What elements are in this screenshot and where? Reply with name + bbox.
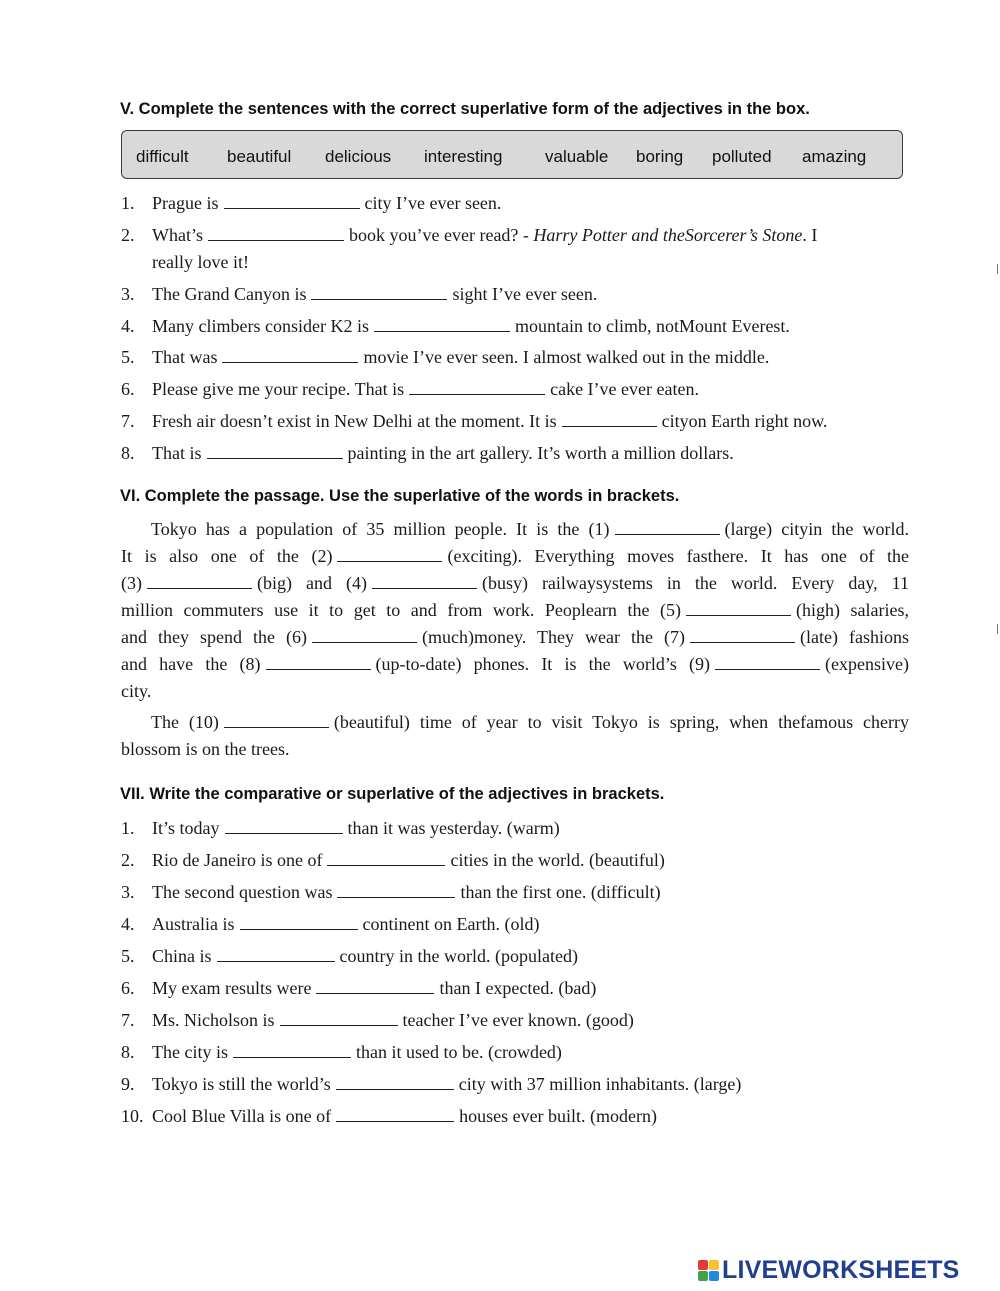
word-box-item: valuable — [545, 147, 609, 166]
answer-blank[interactable] — [224, 194, 360, 209]
answer-blank[interactable] — [207, 444, 343, 459]
exercise-5-item-3: 3. The Grand Canyon is sight I’ve ever seen. — [121, 284, 598, 304]
passage-line: blossom is on the trees. — [121, 739, 290, 759]
logo-square-blue — [709, 1271, 719, 1281]
logo-square-green — [698, 1271, 708, 1281]
passage-line: It is also one of the (2) (exciting). Everything moves fasthere. It has one of the — [121, 546, 909, 566]
section-7-heading: VII. Write the comparative or superlative of the adjectives in brackets. — [120, 785, 665, 803]
exercise-5-item-7: 7. Fresh air doesn’t exist in New Delhi at the moment. It is cityon Earth right now. — [121, 411, 828, 431]
exercise-7-item-3: 3. The second question was than the first one. (difficult) — [121, 882, 661, 902]
exercise-7-item-4: 4. Australia is continent on Earth. (old) — [121, 914, 540, 934]
passage-line: million commuters use it to get to and from work. Peoplearn the (5) (high) salaries, — [121, 600, 909, 620]
passage-line: Tokyo has a population of 35 million people. It is the (1) (large) cityin the world. — [151, 519, 909, 539]
word-box — [121, 130, 903, 179]
answer-blank[interactable] — [562, 412, 657, 427]
word-box-item: amazing — [802, 147, 867, 166]
passage-line: city. — [121, 681, 152, 701]
exercise-5-item-4: 4. Many climbers consider K2 is mountain to climb, notMount Everest. — [121, 316, 790, 336]
answer-blank[interactable] — [224, 713, 329, 728]
word-box-item: interesting — [424, 147, 503, 166]
answer-blank[interactable] — [372, 574, 477, 589]
word-box-item: delicious — [325, 147, 392, 166]
word-box-item: beautiful — [227, 147, 292, 166]
exercise-7-item-10: 10. Cool Blue Villa is one of houses ever built. (modern) — [121, 1106, 658, 1126]
answer-blank[interactable] — [147, 574, 252, 589]
answer-blank[interactable] — [240, 915, 358, 930]
answer-blank[interactable] — [615, 520, 720, 535]
answer-blank[interactable] — [217, 947, 335, 962]
exercise-5-item-2: 2. What’s book you’ve ever read? - Harry Potter and theSorcerer’s Stone. I — [121, 225, 818, 245]
passage-line: and have the (8) (up-to-date) phones. It is the world’s (9) (expensive) — [121, 654, 909, 674]
passage-line: (3) (big) and (4) (busy) railwaysystems in the world. Every day, 11 — [121, 573, 909, 593]
margin-mark — [997, 624, 998, 634]
answer-blank[interactable] — [409, 380, 545, 395]
exercise-7-item-6: 6. My exam results were than I expected. (bad) — [121, 978, 597, 998]
exercise-7-item-2: 2. Rio de Janeiro is one of cities in the world. (beautiful) — [121, 850, 665, 870]
answer-blank[interactable] — [715, 655, 820, 670]
exercise-7-item-8: 8. The city is than it used to be. (crowded) — [121, 1042, 562, 1062]
logo-grid-icon — [698, 1260, 720, 1282]
logo-text: LIVEWORKSHEETS — [722, 1256, 960, 1284]
answer-blank[interactable] — [327, 851, 445, 866]
passage-line: The (10) (beautiful) time of year to visit Tokyo is spring, when thefamous cherry — [151, 712, 909, 732]
answer-blank[interactable] — [225, 819, 343, 834]
passage — [121, 516, 909, 763]
exercise-5-item-1: 1. Prague is city I’ve ever seen. — [121, 193, 502, 213]
answer-blank[interactable] — [312, 628, 417, 643]
logo-square-red — [698, 1260, 708, 1270]
exercise-7-item-5: 5. China is country in the world. (populated) — [121, 946, 578, 966]
exercise-5-item-6: 6. Please give me your recipe. That is cake I’ve ever eaten. — [121, 379, 699, 399]
exercise-7-item-1: 1. It’s today than it was yesterday. (warm) — [121, 818, 560, 838]
answer-blank[interactable] — [336, 1075, 454, 1090]
answer-blank[interactable] — [337, 883, 455, 898]
logo-square-yellow — [709, 1260, 719, 1270]
answer-blank[interactable] — [690, 628, 795, 643]
answer-blank[interactable] — [266, 655, 371, 670]
exercise-5-item-2-continued: really love it! — [152, 252, 249, 272]
exercise-5-item-5: 5. That was movie I’ve ever seen. I almost walked out in the middle. — [121, 347, 770, 367]
answer-blank[interactable] — [336, 1107, 454, 1122]
section-5-heading: V. Complete the sentences with the correct superlative form of the adjectives in the box. — [120, 100, 810, 118]
answer-blank[interactable] — [686, 601, 791, 616]
exercise-7-item-7: 7. Ms. Nicholson is teacher I’ve ever known. (good) — [121, 1010, 634, 1030]
answer-blank[interactable] — [280, 1011, 398, 1026]
exercise-5-item-8: 8. That is painting in the art gallery. It’s worth a million dollars. — [121, 443, 734, 463]
answer-blank[interactable] — [316, 979, 434, 994]
answer-blank[interactable] — [222, 348, 358, 363]
answer-blank[interactable] — [374, 317, 510, 332]
word-box-item: polluted — [712, 147, 772, 166]
answer-blank[interactable] — [208, 226, 344, 241]
word-box-item: difficult — [136, 147, 189, 166]
exercise-7-item-9: 9. Tokyo is still the world’s city with 37 million inhabitants. (large) — [121, 1074, 742, 1094]
answer-blank[interactable] — [233, 1043, 351, 1058]
word-box-item: boring — [636, 147, 684, 166]
margin-mark — [997, 264, 998, 274]
answer-blank[interactable] — [311, 285, 447, 300]
answer-blank[interactable] — [337, 547, 442, 562]
passage-line: and they spend the (6) (much)money. They wear the (7) (late) fashions — [121, 627, 909, 647]
section-6-heading: VI. Complete the passage. Use the superlative of the words in brackets. — [120, 487, 680, 505]
